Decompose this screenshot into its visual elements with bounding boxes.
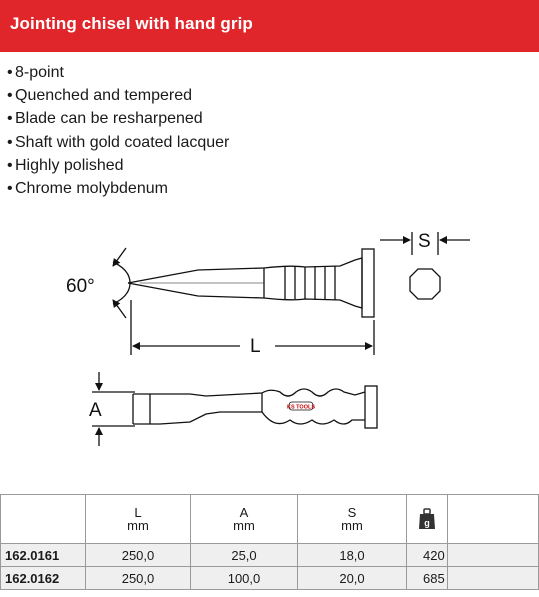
cell-s: 20,0 bbox=[298, 567, 407, 590]
cell-empty bbox=[448, 567, 539, 590]
page-title: Jointing chisel with hand grip bbox=[10, 14, 253, 33]
header-bar bbox=[0, 0, 539, 52]
article-number: 162.0162 bbox=[1, 567, 86, 590]
table-row bbox=[1, 567, 539, 590]
cell-l: 250,0 bbox=[86, 544, 191, 567]
article-number: 162.0161 bbox=[1, 544, 86, 567]
table-row bbox=[1, 544, 539, 567]
cell-s: 18,0 bbox=[298, 544, 407, 567]
cell-weight: 420 bbox=[407, 544, 448, 567]
feature-item: • Quenched and tempered bbox=[7, 87, 193, 105]
cell-a: 100,0 bbox=[191, 567, 298, 590]
feature-item: • Blade can be resharpened bbox=[7, 110, 203, 128]
length-label: L bbox=[250, 336, 261, 357]
feature-item: • Highly polished bbox=[7, 156, 124, 174]
empty-header bbox=[448, 495, 539, 544]
angle-label: 60° bbox=[66, 276, 95, 297]
size-label: S bbox=[418, 231, 431, 252]
spec-table bbox=[0, 494, 539, 590]
feature-item: • Shaft with gold coated lacquer bbox=[7, 133, 230, 151]
table-header-row bbox=[1, 495, 539, 544]
feature-list bbox=[7, 61, 229, 200]
column-header-weight bbox=[407, 495, 448, 544]
width-label: A bbox=[89, 400, 102, 421]
feature-item: • 8-point bbox=[7, 64, 64, 81]
column-header-l: L mm bbox=[86, 495, 191, 544]
column-header-a: A mm bbox=[191, 495, 298, 544]
cell-empty bbox=[448, 544, 539, 567]
weight-icon bbox=[418, 508, 436, 530]
brand-logo-text: KS TOOLS bbox=[286, 404, 316, 411]
svg-text:g: g bbox=[424, 518, 430, 528]
cell-l: 250,0 bbox=[86, 567, 191, 590]
feature-item: • Chrome molybdenum bbox=[7, 180, 168, 198]
cell-weight: 685 bbox=[407, 567, 448, 590]
article-header bbox=[1, 495, 86, 544]
technical-drawing bbox=[0, 220, 539, 470]
cell-a: 25,0 bbox=[191, 544, 298, 567]
column-header-s: S mm bbox=[298, 495, 407, 544]
